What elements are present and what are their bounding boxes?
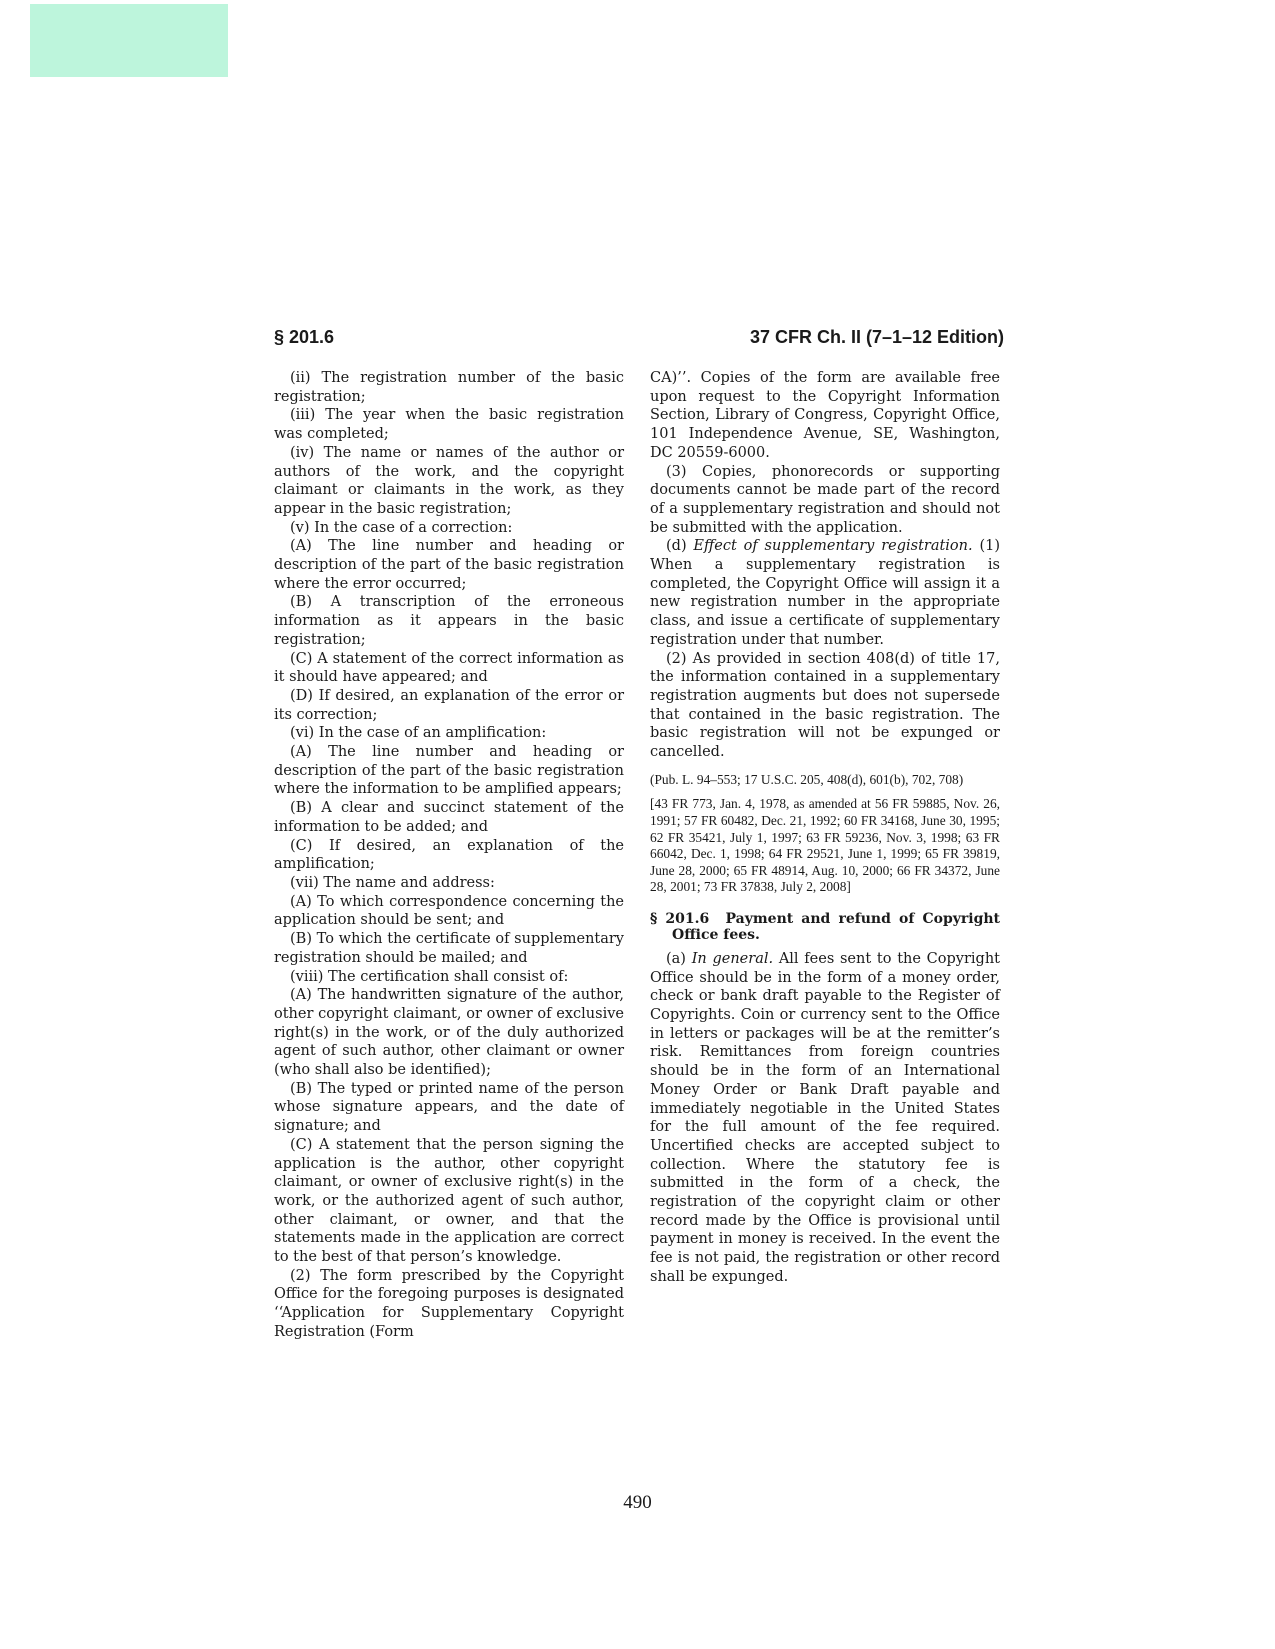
- amendment-history-note: [43 FR 773, Jan. 4, 1978, as amended at 56 FR 59885, Nov. 26, 1991; 57 FR 60482, Dec. 21, 1992; 60 FR 34168, June 30, 1995; 62 FR 35421, July 1, 1997; 63 FR 59236, Nov. 3, 1998; 63 FR 66042, Dec. 1, 1998; 64 FR 29521, June 1, 1999; 65 FR 39819, June 28, 2000; 65 FR 48914, Aug. 10, 2000; 66 FR 34372, June 28, 2001; 73 FR 37838, July 2, 2008]: [650, 796, 1000, 895]
- paragraph-body: (1) When a supplementary registration is completed, the Copyright Office will assign it a new registration number in the appropriate class, and issue a certificate of supplementary registration under that number.: [650, 538, 1000, 648]
- paragraph: (vi) In the case of an amplification:: [290, 725, 547, 742]
- paragraph: (iii) The year when the basic registration was completed;: [274, 407, 624, 443]
- paragraph: (A) The line number and heading or description of the part of the basic registration where the information to be amplified appears;: [274, 744, 624, 798]
- paragraph: (A) The line number and heading or description of the part of the basic registration where the error occurred;: [274, 538, 624, 592]
- right-column: [650, 369, 1000, 1287]
- paragraph-continuation: CA)’’. Copies of the form are available free upon request to the Copyright Information Section, Library of Congress, Copyright Office, 101 Independence Avenue, SE, Washington, DC 20559-6000.: [650, 370, 1000, 461]
- paragraph: (C) If desired, an explanation of the amplification;: [274, 837, 624, 873]
- paragraph-label: (a): [666, 950, 692, 967]
- section-heading: [650, 911, 1000, 943]
- header-title: 37 CFR Ch. II (7–1–12 Edition): [749, 327, 1004, 347]
- paragraph-in-general: [650, 950, 1000, 1287]
- paragraph-body: All fees sent to the Copyright Office should be in the form of a money order, check or bank draft payable to the Register of Copyrights. Coin or currency sent to the Office in letters or packages will be at the remitter’s risk. Remittances from foreign countries should be in the form of an International Money Order or Bank Draft payable and immediately negotiable in the United States for the full amount of the fee required. Uncertified checks are accepted subject to collection. Where the statutory fee is submitted in the form of a check, the registration of the copyright claim or other record made by the Office is provisional until payment in money is received. In the event the fee is not paid, the registration or other record shall be expunged.: [650, 950, 1000, 1285]
- paragraph-label: (d): [666, 538, 694, 555]
- paragraph: (vii) The name and address:: [290, 874, 495, 891]
- margin-tab-marker: [30, 4, 228, 77]
- paragraph-heading: In general.: [691, 950, 774, 967]
- paragraph: (C) A statement that the person signing the application is the author, other copyright claimant, or owner of exclusive right(s) in the work, or the authorized agent of such author, other claimant, or owner, and that the statements made in the application are correct to the best of that person’s knowledge.: [274, 1136, 624, 1266]
- paragraph-heading: Effect of supplementary registration.: [693, 538, 973, 555]
- paragraph: (viii) The certification shall consist of:: [290, 968, 569, 985]
- left-column: [274, 369, 624, 1342]
- paragraph: (A) To which correspondence concerning the application should be sent; and: [274, 893, 624, 929]
- paragraph: (B) The typed or printed name of the person whose signature appears, and the date of signature; and: [274, 1080, 624, 1135]
- paragraph: (iv) The name or names of the author or authors of the work, and the copyright claimant or claimants in the work, as they appear in the basic registration;: [274, 444, 624, 517]
- header-section-number: § 201.6: [274, 327, 335, 347]
- page-number: 490: [623, 1492, 652, 1513]
- paragraph: (B) To which the certificate of supplementary registration should be mailed; and: [274, 931, 624, 966]
- authority-note: (Pub. L. 94–553; 17 U.S.C. 205, 408(d), 601(b), 702, 708): [650, 771, 964, 787]
- paragraph: (3) Copies, phonorecords or supporting documents cannot be made part of the record of a supplementary registration and should not be submitted with the application.: [650, 463, 1000, 536]
- paragraph: (B) A transcription of the erroneous information as it appears in the basic registration;: [274, 594, 624, 648]
- paragraph: (D) If desired, an explanation of the error or its correction;: [274, 687, 624, 723]
- section-title: Payment and refund of Copyright Office fees.: [672, 910, 1000, 943]
- paragraph: (B) A clear and succinct statement of the information to be added; and: [274, 800, 624, 835]
- paragraph: (A) The handwritten signature of the author, other copyright claimant, or owner of exclusive right(s) in the work, or of the duly authorized agent of such author, other claimant or owner (who shall also be identified);: [274, 987, 624, 1079]
- paragraph: (C) A statement of the correct information as it should have appeared; and: [274, 650, 624, 686]
- paragraph: (ii) The registration number of the basic registration;: [274, 370, 624, 405]
- paragraph: (2) The form prescribed by the Copyright Office for the foregoing purposes is designated ‘‘Application for Supplementary Copyright Registration (Form: [274, 1267, 624, 1340]
- paragraph-effect: [650, 537, 1000, 649]
- section-number: § 201.6: [650, 910, 710, 927]
- paragraph: (v) In the case of a correction:: [290, 519, 513, 536]
- paragraph: (2) As provided in section 408(d) of title 17, the information contained in a supplementary registration augments but does not supersede that contained in the basic registration. The basic registration will not be expunged or cancelled.: [650, 650, 1000, 761]
